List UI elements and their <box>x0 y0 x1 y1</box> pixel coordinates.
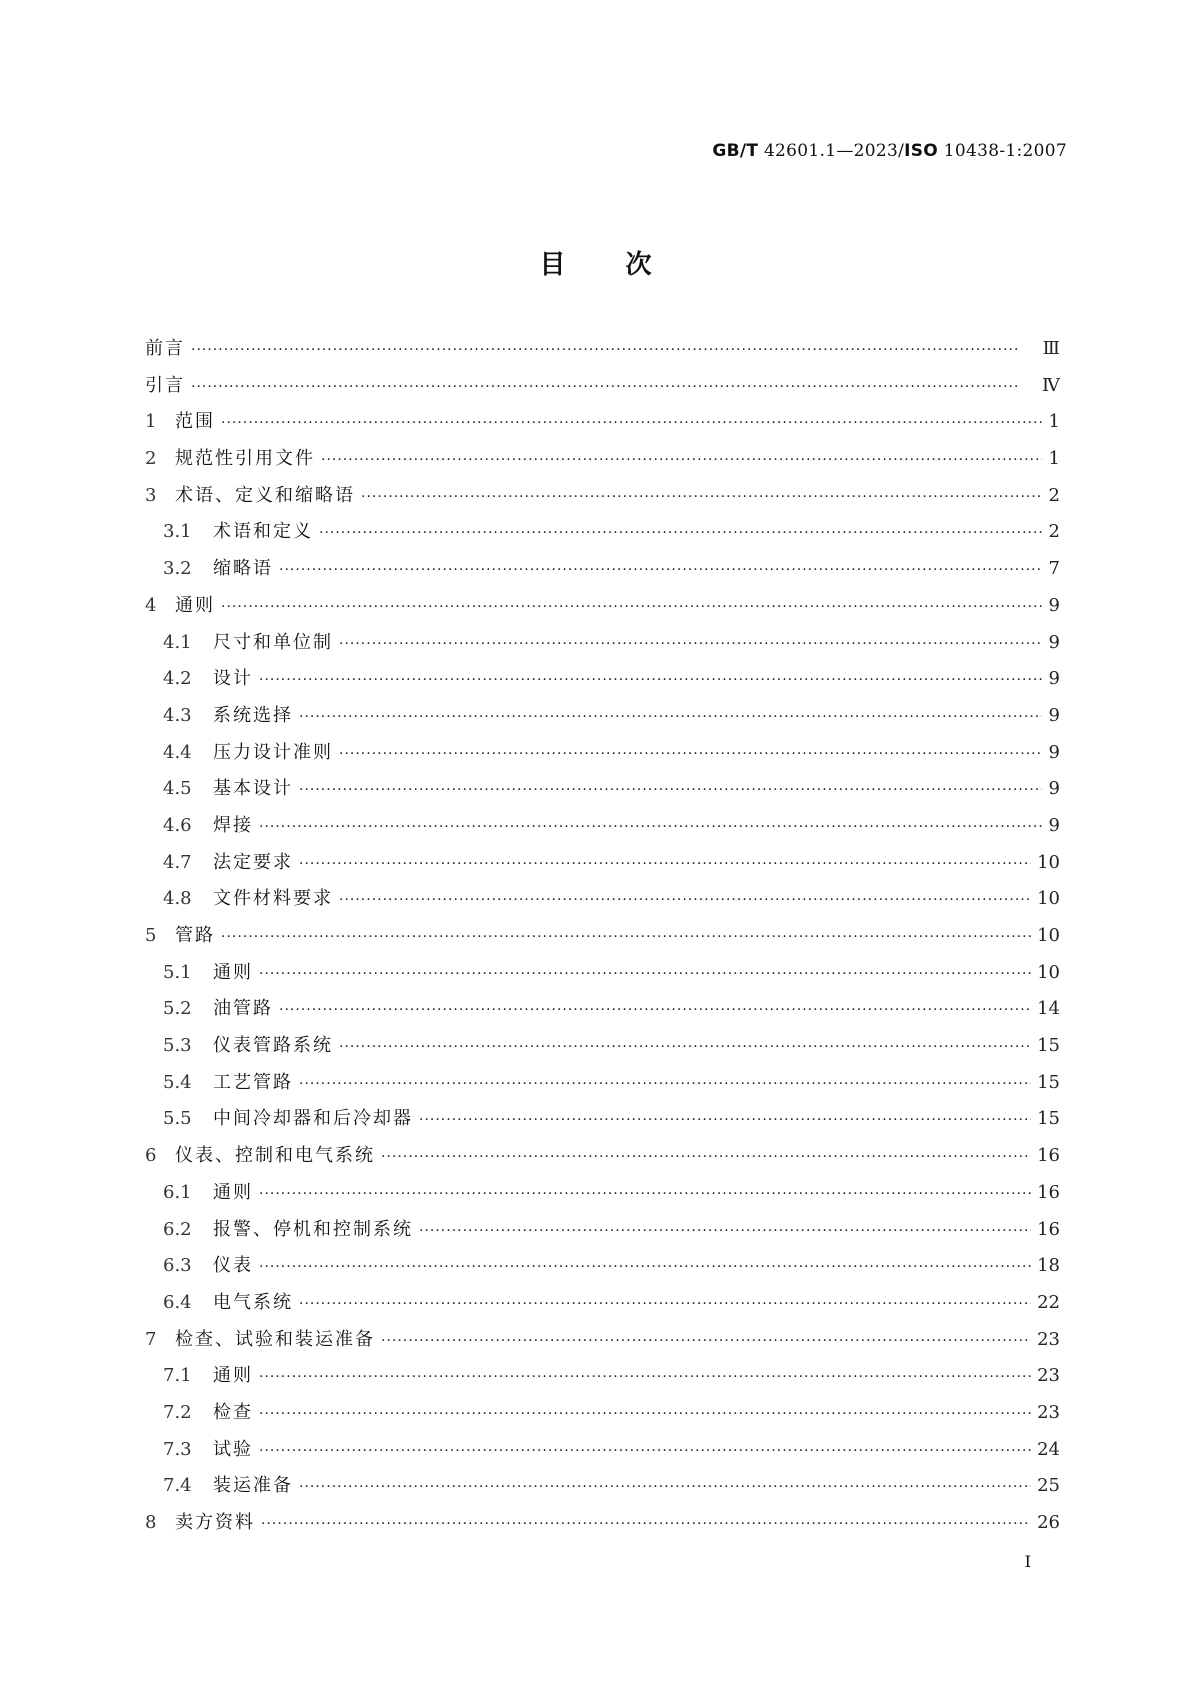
toc-dot-leader <box>259 1402 1031 1426</box>
toc-entry-number: 7 <box>145 1328 157 1350</box>
toc-entry-page: 2 <box>1048 484 1060 506</box>
toc-entry-label: 通则 <box>213 1181 253 1203</box>
toc-entry-number: 7.2 <box>163 1401 192 1423</box>
toc-entry-label: 文件材料要求 <box>213 888 333 910</box>
toc-entry-number: 6.2 <box>163 1218 192 1240</box>
toc-entry-label: 通则 <box>175 594 215 616</box>
toc-entry-label: 术语、定义和缩略语 <box>175 484 355 506</box>
toc-dot-leader <box>279 558 1042 582</box>
toc-entry-page: 22 <box>1037 1291 1060 1313</box>
toc-entry[interactable] <box>145 520 1060 557</box>
toc-entry-number: 5.2 <box>163 998 192 1020</box>
toc-entry-label: 规范性引用文件 <box>175 448 315 470</box>
toc-entry[interactable] <box>145 1034 1060 1071</box>
toc-entry[interactable] <box>145 1071 1060 1108</box>
toc-entry-label: 通则 <box>213 961 253 983</box>
toc-entry-page: 1 <box>1048 411 1060 433</box>
toc-dot-leader <box>259 962 1031 986</box>
toc-dot-leader <box>221 925 1031 949</box>
toc-dot-leader <box>221 595 1042 619</box>
toc-dot-leader <box>299 1475 1031 1499</box>
toc-dot-leader <box>299 705 1042 729</box>
toc-dot-leader <box>339 742 1042 766</box>
toc-entry-label: 引言 <box>145 374 185 396</box>
toc-entry-label: 系统选择 <box>213 704 293 726</box>
toc-entry-page: 26 <box>1037 1512 1060 1533</box>
toc-entry-page: 23 <box>1037 1328 1060 1350</box>
toc-entry-page: 14 <box>1037 998 1060 1020</box>
toc-entry-label: 设计 <box>213 668 253 690</box>
toc-entry-page: 23 <box>1037 1365 1060 1387</box>
toc-dot-leader <box>259 815 1042 839</box>
toc-entry-number: 5 <box>145 925 157 946</box>
toc-entry-number: 3 <box>145 484 157 506</box>
standard-number <box>712 141 1067 161</box>
toc-entry-label: 仪表、控制和电气系统 <box>175 1145 375 1167</box>
toc-entry-page: 23 <box>1037 1401 1060 1423</box>
toc-entry-number: 7.1 <box>163 1365 192 1387</box>
toc-entry-number: 1 <box>145 411 157 433</box>
toc-entry[interactable] <box>145 1291 1060 1328</box>
iso-number: 10438-1:2007 <box>938 141 1067 161</box>
toc-dot-leader <box>259 1439 1031 1463</box>
toc-entry-page: 9 <box>1048 814 1060 836</box>
toc-entry-page: 9 <box>1048 704 1060 726</box>
page-title: 目次 <box>539 250 712 280</box>
toc-entry[interactable] <box>145 814 1060 851</box>
toc-entry[interactable] <box>145 557 1060 594</box>
toc-dot-leader <box>261 1512 1031 1536</box>
toc-entry-page: 16 <box>1037 1145 1060 1167</box>
toc-dot-leader <box>259 1255 1031 1279</box>
toc-dot-leader <box>299 778 1042 802</box>
toc-entry-page: 9 <box>1048 668 1060 690</box>
toc-dot-leader <box>419 1108 1031 1132</box>
toc-entry-page: 10 <box>1037 961 1060 983</box>
toc-entry[interactable] <box>145 851 1060 888</box>
toc-dot-leader <box>381 1145 1031 1169</box>
toc-entry-page: 9 <box>1048 594 1060 616</box>
toc-entry-page: 15 <box>1037 1035 1060 1057</box>
toc-entry-number: 2 <box>145 448 157 470</box>
toc-entry[interactable] <box>145 704 1060 741</box>
toc-entry[interactable] <box>145 410 1060 447</box>
toc-dot-leader <box>339 632 1042 656</box>
toc-entry[interactable] <box>145 594 1060 631</box>
toc-entry-number: 5.4 <box>163 1071 192 1093</box>
toc-dot-leader <box>191 338 1037 362</box>
page-number: Ⅰ <box>1024 1552 1031 1571</box>
toc-entry-number: 8 <box>145 1512 157 1533</box>
toc-entry[interactable] <box>145 961 1060 998</box>
toc-dot-leader <box>321 448 1042 472</box>
toc-dot-leader <box>361 485 1042 509</box>
toc-entry[interactable] <box>145 1328 1060 1365</box>
toc-entry-label: 工艺管路 <box>213 1071 293 1093</box>
toc-entry-number: 6 <box>145 1145 157 1167</box>
toc-dot-leader <box>259 1365 1031 1389</box>
toc-entry-number: 4 <box>145 594 157 616</box>
toc-entry-page: 1 <box>1048 448 1060 470</box>
toc-entry-label: 法定要求 <box>213 851 293 873</box>
toc-dot-leader <box>259 668 1042 692</box>
toc-entry-number: 6.1 <box>163 1181 192 1203</box>
toc-entry-label: 油管路 <box>213 998 273 1020</box>
toc-entry-label: 仪表管路系统 <box>213 1035 333 1057</box>
toc-entry[interactable] <box>145 484 1060 521</box>
toc-entry-page: 16 <box>1037 1218 1060 1240</box>
toc-entry[interactable] <box>145 374 1060 411</box>
toc-entry[interactable] <box>145 924 1060 961</box>
toc-entry-page: 9 <box>1048 631 1060 653</box>
toc-entry-label: 术语和定义 <box>213 521 313 543</box>
toc-entry[interactable] <box>145 1401 1060 1438</box>
toc-entry[interactable] <box>145 1218 1060 1255</box>
toc-entry-label: 检查、试验和装运准备 <box>175 1328 375 1350</box>
toc-entry-page: 16 <box>1037 1181 1060 1203</box>
toc-entry-page: 15 <box>1037 1108 1060 1130</box>
toc-dot-leader <box>279 998 1031 1022</box>
iso-prefix: ISO <box>904 141 939 161</box>
toc-entry-number: 6.4 <box>163 1291 192 1313</box>
toc-entry-page: 7 <box>1048 558 1060 580</box>
toc-entry[interactable] <box>145 631 1060 668</box>
toc-entry-page: Ⅲ <box>1042 338 1060 359</box>
toc-entry-page: 2 <box>1048 521 1060 543</box>
toc-entry[interactable] <box>145 1144 1060 1181</box>
toc-entry[interactable] <box>145 1364 1060 1401</box>
toc-entry[interactable] <box>145 741 1060 778</box>
toc-entry-page: Ⅳ <box>1042 374 1060 396</box>
toc-entry-label: 尺寸和单位制 <box>213 631 333 653</box>
toc-entry-label: 试验 <box>213 1438 253 1460</box>
toc-entry[interactable] <box>145 1474 1060 1511</box>
toc-entry-number: 7.3 <box>163 1438 192 1460</box>
toc-entry[interactable] <box>145 1107 1060 1144</box>
toc-entry-label: 仪表 <box>213 1255 253 1277</box>
toc-entry-number: 7.4 <box>163 1475 192 1497</box>
toc-entry-label: 基本设计 <box>213 778 293 800</box>
toc-entry-number: 3.2 <box>163 558 192 580</box>
toc-dot-leader <box>299 1072 1031 1096</box>
toc-entry-number: 5.3 <box>163 1035 192 1057</box>
toc-dot-leader <box>299 1292 1031 1316</box>
toc-entry-label: 管路 <box>175 925 215 946</box>
table-of-contents <box>145 337 1060 1548</box>
toc-entry-page: 10 <box>1037 888 1060 910</box>
toc-entry-number: 4.1 <box>163 631 192 653</box>
toc-entry[interactable] <box>145 447 1060 484</box>
toc-entry-number: 4.3 <box>163 704 192 726</box>
toc-entry[interactable] <box>145 1438 1060 1475</box>
toc-entry-number: 4.8 <box>163 888 192 910</box>
toc-entry-page: 18 <box>1037 1255 1060 1277</box>
toc-entry-page: 25 <box>1037 1475 1060 1497</box>
toc-entry-label: 报警、停机和控制系统 <box>213 1218 413 1240</box>
toc-entry-label: 检查 <box>213 1401 253 1423</box>
toc-dot-leader <box>381 1329 1031 1353</box>
toc-entry[interactable] <box>145 777 1060 814</box>
toc-entry-page: 10 <box>1037 851 1060 873</box>
toc-entry-label: 通则 <box>213 1365 253 1387</box>
toc-entry[interactable] <box>145 1511 1060 1548</box>
toc-dot-leader <box>259 1182 1031 1206</box>
toc-entry-page: 24 <box>1037 1438 1060 1460</box>
toc-dot-leader <box>419 1219 1031 1243</box>
toc-entry-page: 15 <box>1037 1071 1060 1093</box>
toc-entry[interactable] <box>145 337 1060 374</box>
toc-entry-label: 装运准备 <box>213 1475 293 1497</box>
toc-entry-number: 4.2 <box>163 668 192 690</box>
toc-entry-label: 缩略语 <box>213 558 273 580</box>
toc-entry-label: 电气系统 <box>213 1291 293 1313</box>
toc-dot-leader <box>299 852 1031 876</box>
toc-dot-leader <box>339 888 1031 912</box>
toc-entry[interactable] <box>145 1254 1060 1291</box>
toc-dot-leader <box>221 411 1042 435</box>
toc-entry-number: 4.6 <box>163 814 192 836</box>
toc-entry-label: 中间冷却器和后冷却器 <box>213 1108 413 1130</box>
toc-entry-page: 10 <box>1037 925 1060 946</box>
toc-entry[interactable] <box>145 667 1060 704</box>
toc-entry-page: 9 <box>1048 778 1060 800</box>
gb-prefix: GB/T <box>712 141 759 161</box>
toc-entry-number: 3.1 <box>163 521 192 543</box>
toc-entry[interactable] <box>145 887 1060 924</box>
toc-entry-number: 4.7 <box>163 851 192 873</box>
toc-entry-number: 4.4 <box>163 741 192 763</box>
toc-entry-label: 焊接 <box>213 814 253 836</box>
toc-entry-number: 5.1 <box>163 961 192 983</box>
toc-entry[interactable] <box>145 997 1060 1034</box>
toc-entry[interactable] <box>145 1181 1060 1218</box>
toc-entry-number: 6.3 <box>163 1255 192 1277</box>
toc-entry-label: 范围 <box>175 411 215 433</box>
toc-entry-label: 压力设计准则 <box>213 741 333 763</box>
toc-entry-label: 前言 <box>145 338 185 359</box>
toc-entry-page: 9 <box>1048 741 1060 763</box>
toc-dot-leader <box>339 1035 1031 1059</box>
gb-number: 42601.1—2023/ <box>758 141 905 161</box>
toc-dot-leader <box>191 375 1036 399</box>
toc-entry-label: 卖方资料 <box>175 1512 255 1533</box>
toc-dot-leader <box>319 521 1042 545</box>
toc-entry-number: 5.5 <box>163 1108 192 1130</box>
toc-entry-number: 4.5 <box>163 778 192 800</box>
